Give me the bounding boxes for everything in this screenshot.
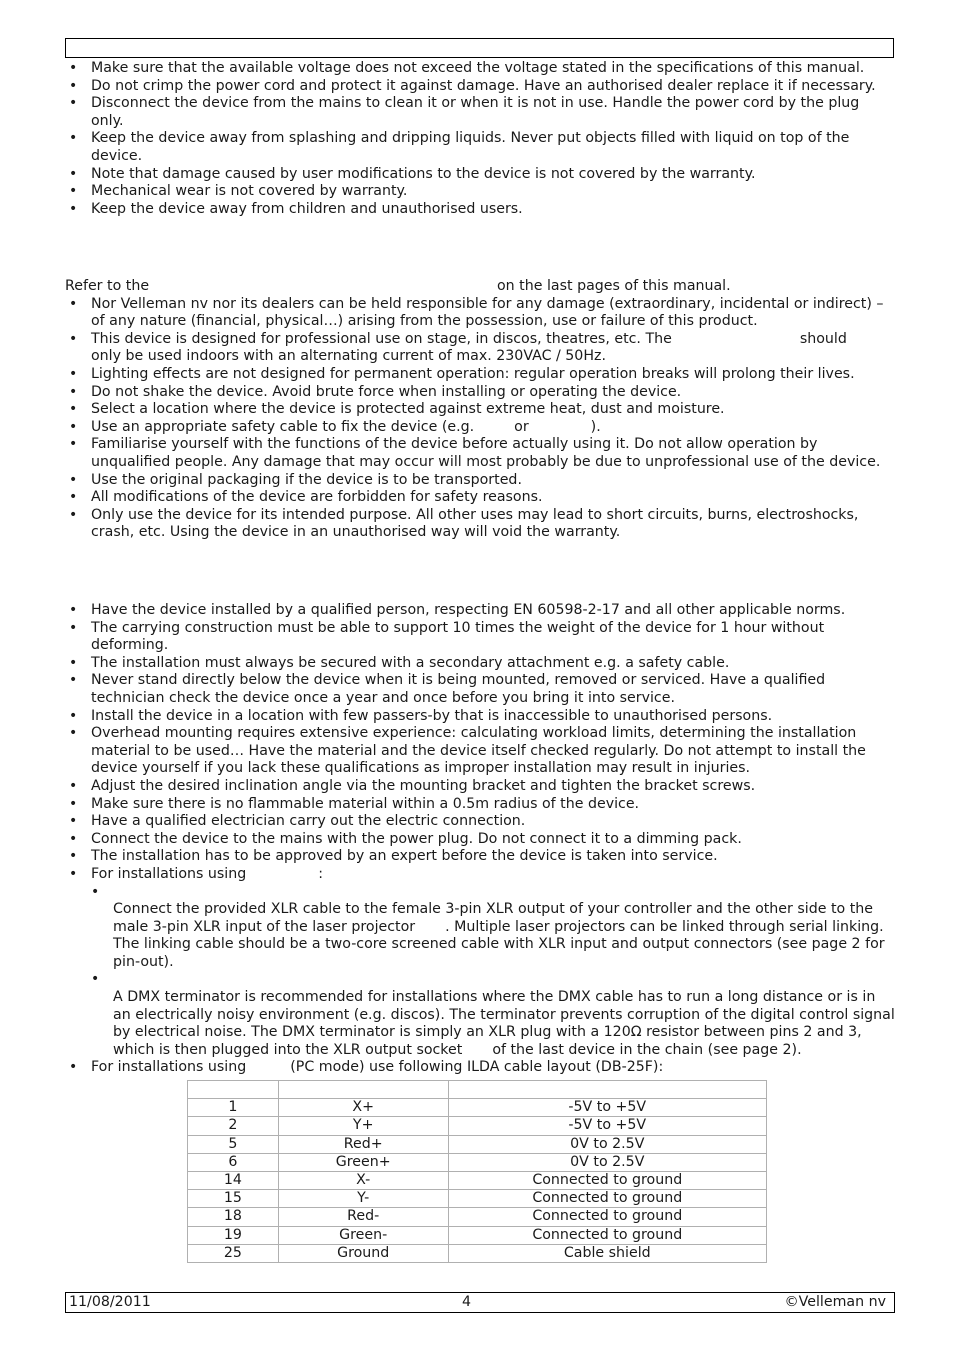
table-row (188, 1172, 767, 1190)
table-cell: 2 (188, 1117, 279, 1135)
footer-copyright: ©Velleman nv (784, 1294, 886, 1310)
list-item: • Overhead mounting requires extensive experience: calculating workload limits, determining the installation material to be used… Have the material and the device itself checked regularly. Do not attempt to install the device yourself if you lack these qualifications as improper installation may result in injuries. (65, 725, 895, 778)
table-cell: Red- (278, 1208, 448, 1226)
table-cell: -5V to +5V (448, 1099, 766, 1117)
table-cell: 15 (188, 1190, 279, 1208)
dmx-intro-a: For installations using (91, 865, 247, 882)
table-cell: -5V to +5V (448, 1117, 766, 1135)
safety-cable-text-c: ). (590, 418, 601, 435)
table-row (188, 1244, 767, 1262)
dmx-connect-a: Connect the provided XLR cable to the female 3-pin XLR output of your controller and the other side to the male 3-pin XLR input of the laser projector (113, 901, 873, 935)
list-item: • Keep the device away from children and unauthorised users. (65, 201, 895, 219)
pro-use-text-b: should (799, 330, 847, 347)
list-item: • Keep the device away from splashing and dripping liquids. Never put objects filled with liquid on top of the device. (65, 130, 895, 165)
table-cell: Connected to ground (448, 1208, 766, 1226)
ilda-intro-a: For installations using (91, 1059, 247, 1076)
table-row (188, 1190, 767, 1208)
table-header-row (188, 1081, 767, 1099)
table-cell: Connected to ground (448, 1190, 766, 1208)
table-cell: X+ (278, 1099, 448, 1117)
guidelines-intro (65, 278, 895, 296)
list-item (65, 419, 895, 437)
header-cell (278, 1081, 448, 1099)
table-cell: X- (278, 1172, 448, 1190)
ilda-pinout-table (187, 1080, 767, 1263)
intro-start: Refer to the (65, 278, 150, 294)
pro-use-text-c: only be used indoors with an alternating current of max. 230VAC / 50Hz. (91, 348, 606, 365)
dmx-term-b: of the last device in the chain (see page 2). (492, 1041, 802, 1058)
list-item: • The installation must always be secured with a secondary attachment e.g. a safety cable. (65, 655, 895, 673)
table-cell: 14 (188, 1172, 279, 1190)
table-cell: 5 (188, 1135, 279, 1153)
table-cell: Red+ (278, 1135, 448, 1153)
list-item: • Make sure there is no flammable material within a 0.5m radius of the device. (65, 796, 895, 814)
list-item: • Mechanical wear is not covered by warranty. (65, 183, 895, 201)
table-cell: Ground (278, 1244, 448, 1262)
sub-list-item (91, 884, 895, 972)
list-item: • Nor Velleman nv nor its dealers can be held responsible for any damage (extraordinary, incidental or indirect) – of any nature (financial, physical…) arising from the possession, use or failure of this product. (65, 296, 895, 331)
list-item: • Only use the device for its intended purpose. All other uses may lead to short circuits, burns, electroshocks, crash, etc. Using the device in an unauthorised way will void the warranty. (65, 507, 895, 542)
table-cell: Green- (278, 1226, 448, 1244)
list-item: • Select a location where the device is protected against extreme heat, dust and moisture. (65, 401, 895, 419)
page-header-box (65, 38, 894, 58)
list-item: • Connect the device to the mains with the power plug. Do not connect it to a dimming pack. (65, 831, 895, 849)
safety-cable-text-b: or (514, 418, 529, 435)
table-cell: Y- (278, 1190, 448, 1208)
installation-section (65, 602, 895, 1077)
list-item (65, 331, 895, 366)
safety-list (65, 60, 895, 218)
ilda-intro-b: (PC mode) use following ILDA cable layout (DB-25F): (290, 1059, 664, 1076)
list-item: • The carrying construction must be able to support 10 times the weight of the device for 1 hour without deforming. (65, 620, 895, 655)
list-item: • Disconnect the device from the mains to clean it or when it is not in use. Handle the power cord by the plug only. (65, 95, 895, 130)
table-row (188, 1099, 767, 1117)
table-row (188, 1153, 767, 1171)
list-item: • All modifications of the device are forbidden for safety reasons. (65, 489, 895, 507)
list-item: • Make sure that the available voltage does not exceed the voltage stated in the specifications of this manual. (65, 60, 895, 78)
intro-end: on the last pages of this manual. (497, 278, 731, 294)
table-cell: Green+ (278, 1153, 448, 1171)
table-row (188, 1135, 767, 1153)
dmx-sub-list (91, 884, 895, 1060)
table-cell: 19 (188, 1226, 279, 1244)
list-item: • The installation has to be approved by an expert before the device is taken into service. (65, 848, 895, 866)
list-item: • Note that damage caused by user modifications to the device is not covered by the warranty. (65, 166, 895, 184)
list-item: • Adjust the desired inclination angle via the mounting bracket and tighten the bracket screws. (65, 778, 895, 796)
table-row (188, 1226, 767, 1244)
list-item: • Familiarise yourself with the functions of the device before actually using it. Do not allow operation by unqualified people. Any damage that may occur will most probably be due to unprofessional use of the device. (65, 436, 895, 471)
table-cell: Connected to ground (448, 1172, 766, 1190)
list-item (65, 866, 895, 1060)
table-cell: 25 (188, 1244, 279, 1262)
page-footer (65, 1292, 895, 1313)
dmx-intro-b: : (318, 865, 324, 882)
table-row (188, 1208, 767, 1226)
header-cell (188, 1081, 279, 1099)
header-cell (448, 1081, 766, 1099)
table-cell: Connected to ground (448, 1226, 766, 1244)
safety-cable-text-a: Use an appropriate safety cable to fix the device (e.g. (91, 418, 475, 435)
table-cell: 18 (188, 1208, 279, 1226)
footer-date: 11/08/2011 (69, 1294, 151, 1310)
table-cell: Cable shield (448, 1244, 766, 1262)
table-cell: 6 (188, 1153, 279, 1171)
table-row (188, 1117, 767, 1135)
dmx-connect-b: . Multiple laser projectors can be linked through serial linking. The linking cable should be a two-core screened cable with XLR input and output connectors (see page 2 for pin-out). (113, 918, 885, 970)
list-item: • Do not crimp the power cord and protect it against damage. Have an authorised dealer replace it if necessary. (65, 78, 895, 96)
table-cell: 0V to 2.5V (448, 1153, 766, 1171)
guidelines-list (65, 296, 895, 542)
pro-use-text-a: This device is designed for professional use on stage, in discos, theatres, etc. The (91, 330, 672, 347)
list-item: • Install the device in a location with few passers-by that is inaccessible to unauthorised persons. (65, 708, 895, 726)
safety-instructions-section (65, 60, 895, 218)
dmx-term-a: A DMX terminator is recommended for installations where the DMX cable has to run a long distance or is in an electrically noisy environment (e.g. discos). The terminator prevents corruption of the digital control signal by electrical noise. The DMX terminator is simply an XLR plug with a 120Ω resistor between pins 2 and 3, which is then plugged into the XLR output socket (113, 989, 895, 1058)
list-item: • Have the device installed by a qualified person, respecting EN 60598-2-17 and all other applicable norms. (65, 602, 895, 620)
table-cell: Y+ (278, 1117, 448, 1135)
list-item: • Never stand directly below the device when it is being mounted, removed or serviced. Have a qualified technician check the device once a year and once before you bring it into service. (65, 672, 895, 707)
installation-list (65, 602, 895, 1077)
table-cell: 1 (188, 1099, 279, 1117)
table-cell: 0V to 2.5V (448, 1135, 766, 1153)
list-item: • Have a qualified electrician carry out the electric connection. (65, 813, 895, 831)
page-number: 4 (462, 1294, 472, 1310)
list-item: • Do not shake the device. Avoid brute force when installing or operating the device. (65, 384, 895, 402)
list-item: • Use the original packaging if the device is to be transported. (65, 472, 895, 490)
sub-list-item (91, 971, 895, 1059)
general-guidelines-section (65, 278, 895, 542)
list-item: • Lighting effects are not designed for permanent operation: regular operation breaks will prolong their lives. (65, 366, 895, 384)
list-item (65, 1059, 895, 1077)
